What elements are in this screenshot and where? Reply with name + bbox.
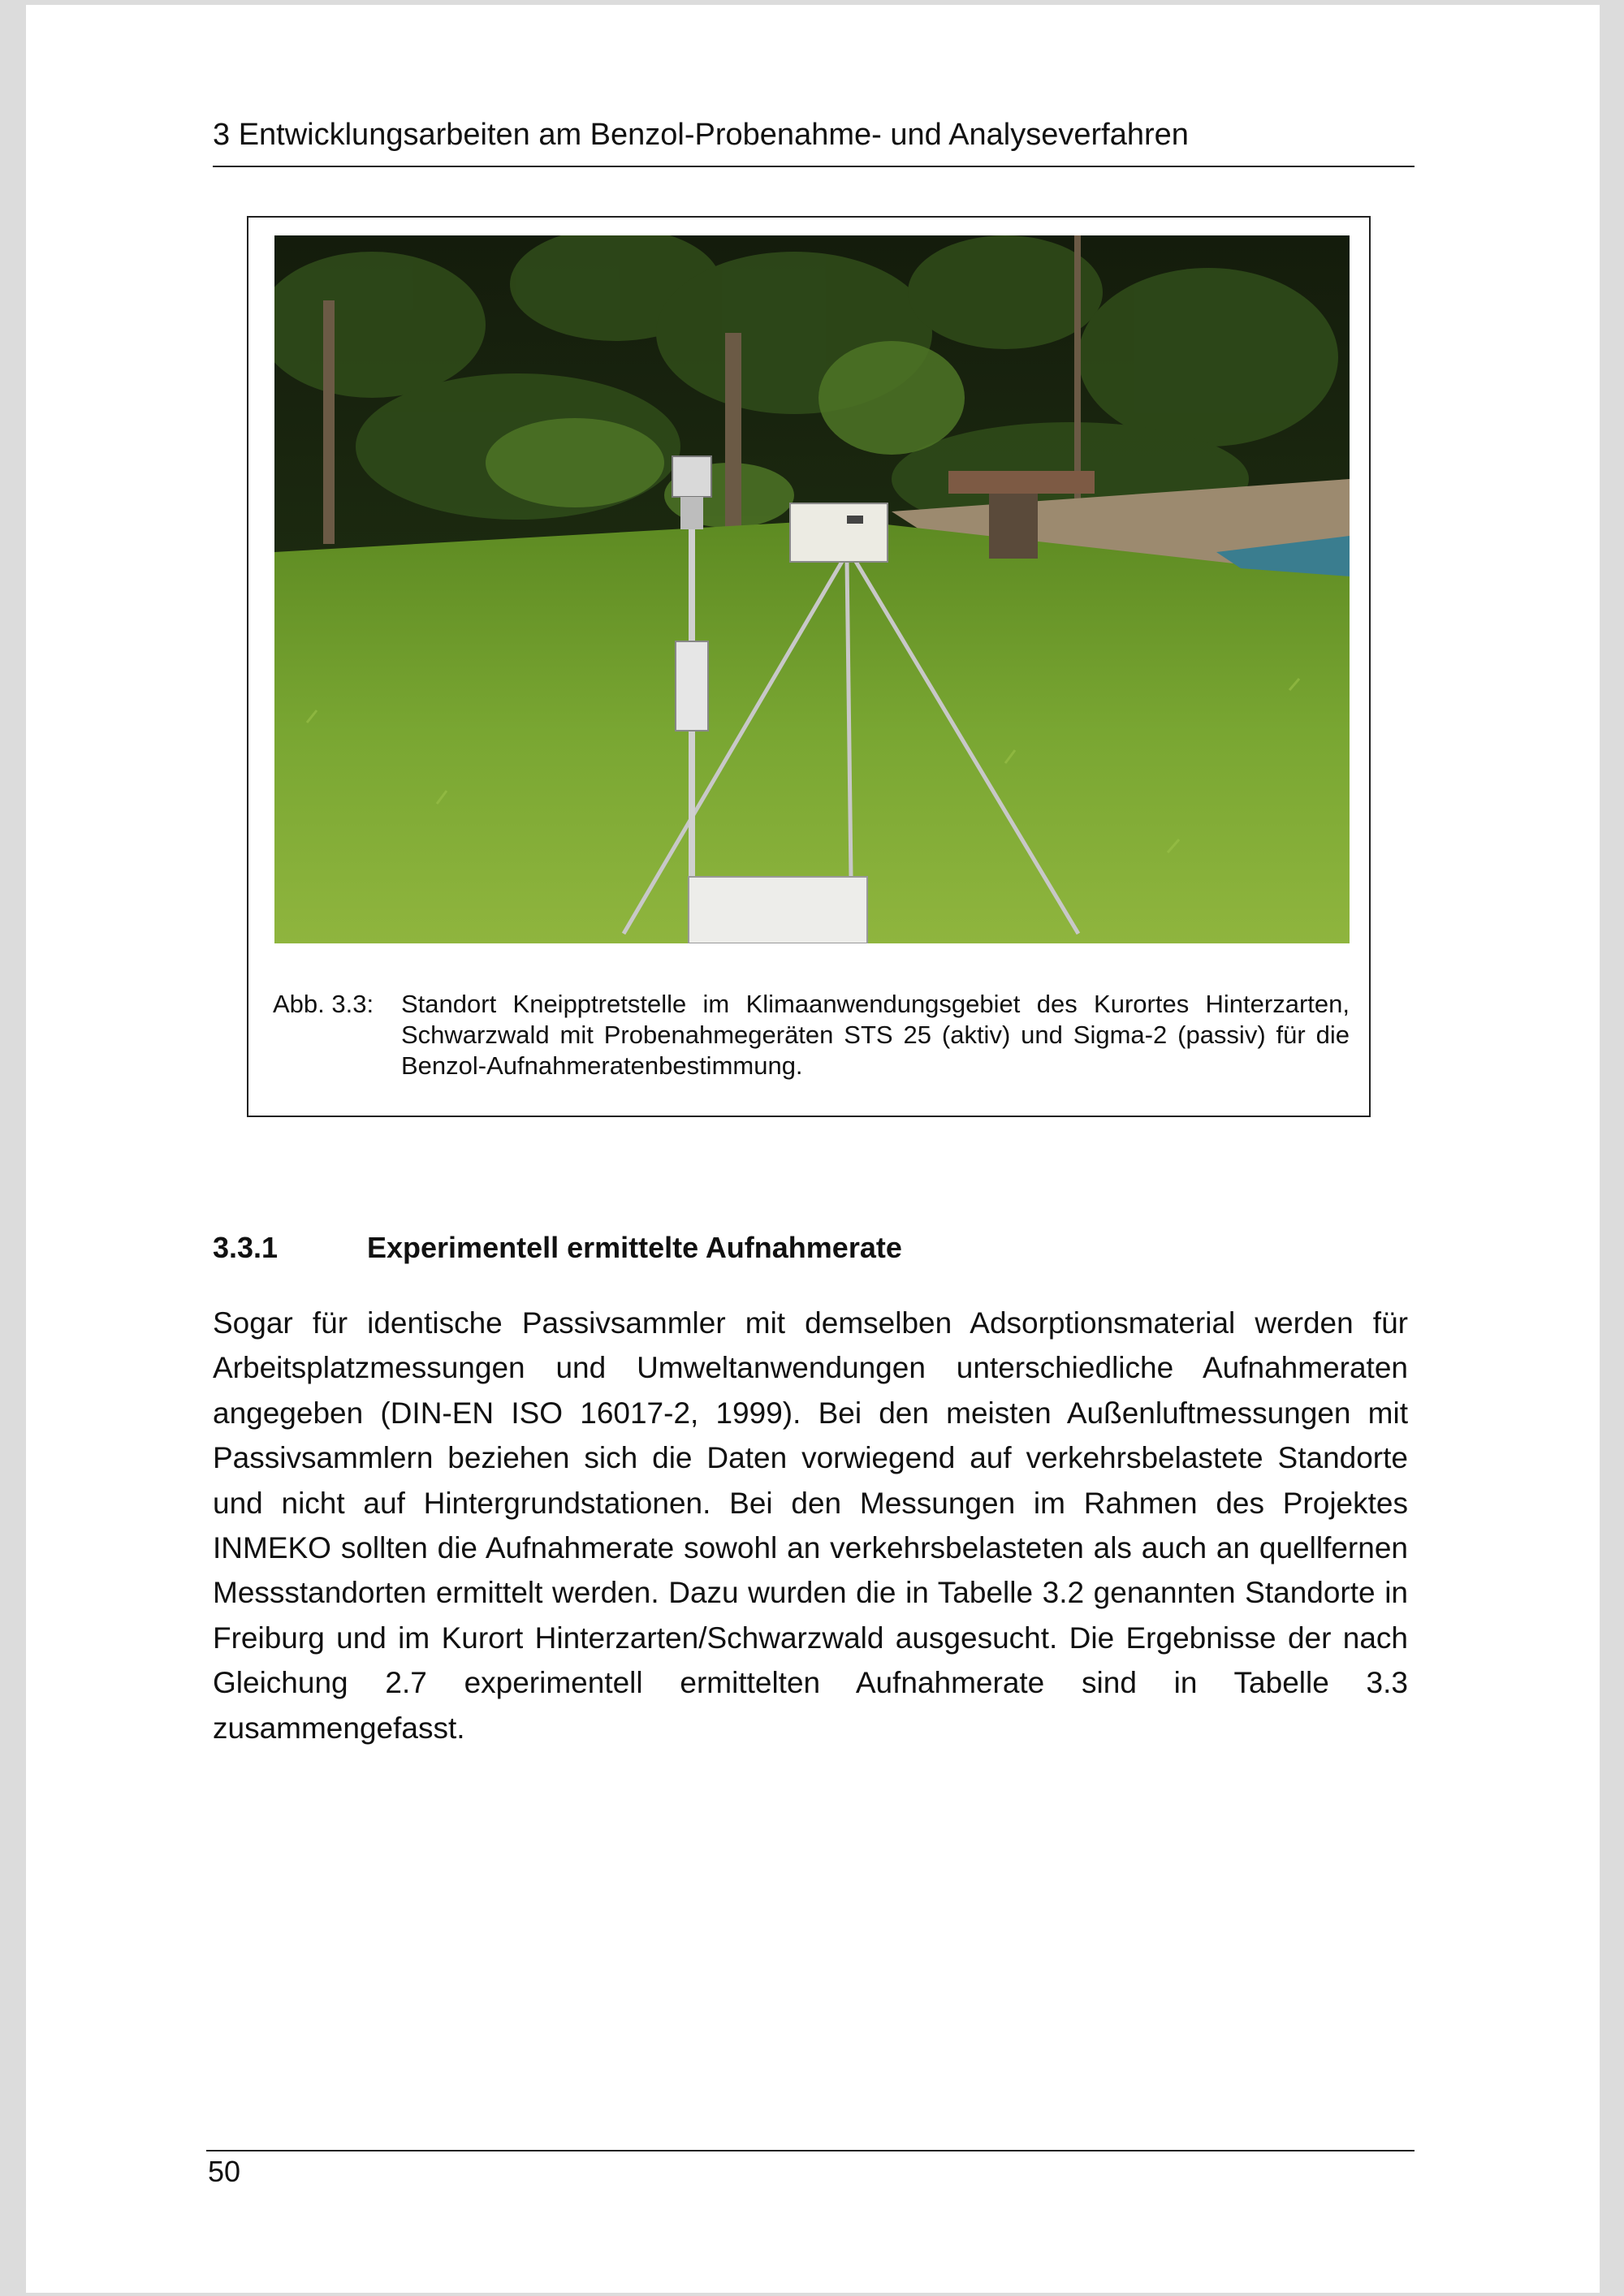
figure-caption (273, 989, 1350, 1081)
running-header: 3 Entwicklungsarbeiten am Benzol-Probenahme- und Analyseverfahren (213, 118, 1189, 152)
footer-rule (206, 2150, 1415, 2151)
figure-photo (274, 235, 1350, 943)
active-sampler-sts25 (790, 503, 888, 562)
body-paragraph: Sogar für identische Passivsammler mit demselben Adsorptionsmaterial werden für Arbeitsplatzmessungen und Umweltanwendungen unterschiedliche Aufnahmeraten angegeben (DIN-EN ISO 16017-2, 1999). Bei den meisten Außenluftmessungen mit Passivsammlern beziehen sich die Daten vorwiegend auf verkehrsbelastete Standorte und nicht auf Hintergrundstationen. Bei den Messungen im Rahmen des Projektes INMEKO sollten die Aufnahmerate sowohl an verkehrsbelasteten als auch an quellfernen Messstandorten ermittelt werden. Dazu wurden die in Tabelle 3.2 genannten Standorte in Freiburg und im Kurort Hinterzarten/Schwarzwald ausgesucht. Die Ergebnisse der nach Gleichung 2.7 experimentell ermittelten Aufnahmerate sind in Tabelle 3.3 zusammengefasst. (213, 1306, 1408, 1745)
passive-sampler-sigma2 (672, 456, 711, 497)
ground-equipment-box (689, 877, 867, 943)
photo-illustration (274, 235, 1350, 943)
caption-text: Standort Kneipptretstelle im Klimaanwendungsgebiet des Kurortes Hinterzarten, Schwarzwald mit Probenahmegeräten STS 25 (aktiv) und Sigma-2 (passiv) für die Benzol-Aufnahmeratenbestimmung. (401, 990, 1350, 1080)
caption-label: Abb. 3.3: (273, 990, 374, 1018)
section-heading (213, 1229, 902, 1267)
page-number: 50 (208, 2155, 241, 2188)
section-title: Experimentell ermittelte Aufnahmerate (367, 1231, 902, 1264)
sampler-sign (676, 641, 708, 731)
section-number: 3.3.1 (213, 1231, 279, 1264)
header-rule (213, 166, 1415, 167)
